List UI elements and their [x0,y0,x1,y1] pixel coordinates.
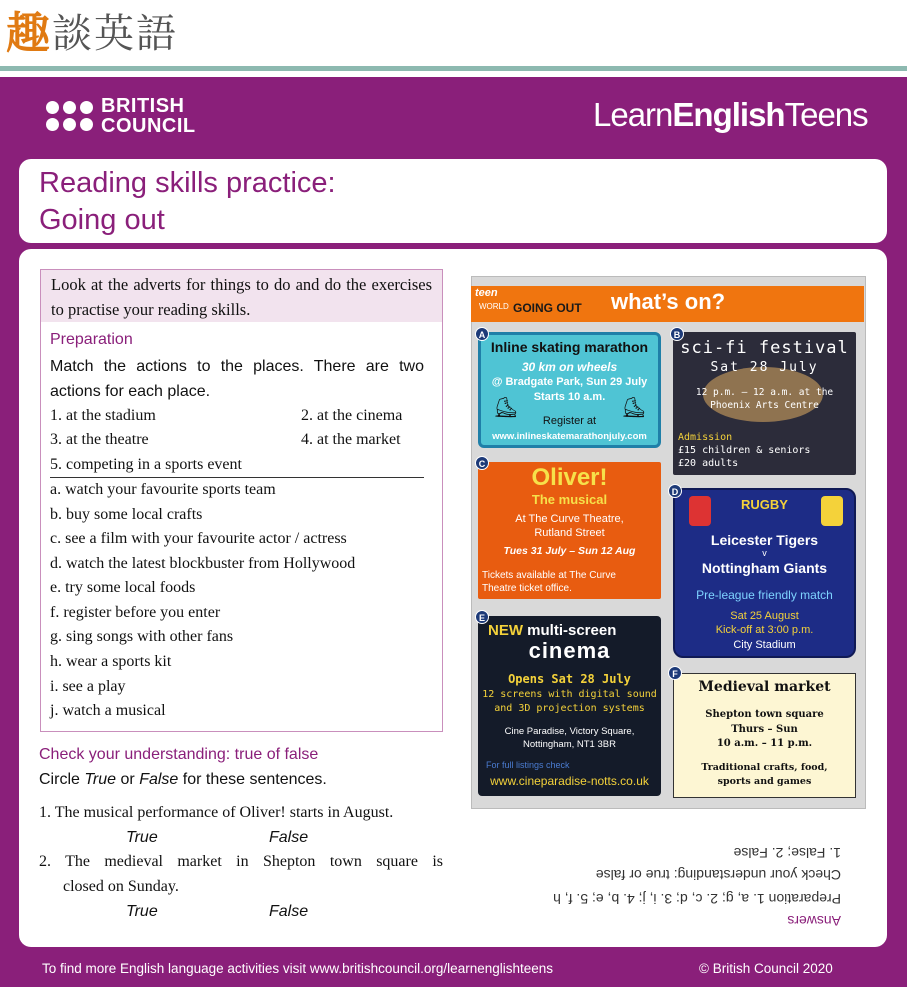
action-item: d. watch the latest blockbuster from Hollywood [50,555,356,572]
place-item: 1. at the stadium [50,407,156,424]
logo-text: COUNCIL [101,115,196,137]
place-item: 3. at the theatre [50,431,149,448]
answers-upside-down [475,820,841,932]
action-item: a. watch your favourite sports team [50,481,276,498]
copyright: © British Council 2020 [699,961,833,976]
ad-scifi-festival: sci-fi festival Sat 28 July 12 p.m. – 12 a.m. at the Phoenix Arts Centre Admission £15 children & seniors £20 adults [673,332,856,475]
question-2-cont: closed on Sunday. [63,878,179,895]
answers-line: Check your understanding: true or false [595,867,841,883]
preparation-instruction: Match the actions to the places. There are two actions for each place. [50,358,424,400]
answers-line: Preparation 1. a, g; 2. c, d; 3. i, j; 4. b, e; 5. f, h [553,891,841,907]
place-item: 5. competing in a sports event [50,456,242,473]
ad-oliver-musical: Oliver! The musical At The Curve Theatre, Rutland Street Tues 31 July – Sun 12 Aug Tickets available at The Curve Theatre ticket office. [478,462,661,599]
answers-heading: Answers [787,913,841,929]
logo-dots-icon [46,101,93,131]
question-1: 1. The musical performance of Oliver! starts in August. [39,804,394,821]
action-item: g. sing songs with other fans [50,628,234,645]
action-item: i. see a play [50,678,126,695]
check-heading: Check your understanding: true of false [39,746,319,763]
footer-link-text: To find more English language activities visit www.britishcouncil.org/learnenglishteens [42,961,554,976]
true-option[interactable]: True [126,903,158,920]
action-item: e. try some local foods [50,579,196,596]
check-instruction: Circle True or False for these sentences. [39,771,327,788]
true-option[interactable]: True [126,829,158,846]
logo-text: BRITISH [101,95,185,117]
ad-medieval-market: Medieval market Shepton town square Thurs – Sun 10 a.m. – 11 p.m. Traditional crafts, food, sports and games [673,673,856,798]
world-label: WORLD [479,302,509,311]
false-option[interactable]: False [269,829,309,846]
place-item: 4. at the market [301,431,401,448]
going-out-label: GOING OUT [513,301,582,315]
ad-badge-a: A [475,327,489,341]
brand-char: 趣 [6,8,50,59]
skate-icon: ⛸ [493,397,519,419]
divider [0,66,907,71]
question-2: 2. The medieval market in Shepton town square is [39,853,443,870]
answers-line: 1. False; 2. False [733,845,841,861]
place-item: 2. at the cinema [301,407,403,424]
skate-icon: ⛸ [621,397,647,419]
false-option[interactable]: False [269,903,309,920]
preparation-heading: Preparation [50,331,133,348]
whats-on-title: what’s on? [611,289,726,314]
site-brand [6,6,178,62]
ad-badge-d: D [668,484,682,498]
footer [0,947,907,987]
teen-label: teen [475,287,498,299]
ad-inline-skating: Inline skating marathon 30 km on wheels @ Bradgate Park, Sun 29 July Starts 10 a.m. Register at www.inlineskatemarathonjuly.com ⛸ ⛸ [478,332,661,448]
action-item: j. watch a musical [50,702,166,719]
ad-badge-f: F [668,666,682,680]
ad-badge-b: B [670,327,684,341]
intro-text: Look at the adverts for things to do and do the exercises to practise your reading skills. [40,269,443,322]
brand-name: 談英語 [52,11,178,57]
action-item: h. wear a sports kit [50,653,172,670]
action-item: b. buy some local crafts [50,506,203,523]
action-item: c. see a film with your favourite actor / actress [50,530,347,547]
british-council-logo [46,96,196,136]
ad-rugby: RUGBY Leicester Tigers v Nottingham Giants Pre-league friendly match Sat 25 August Kick-off at 3:00 p.m. City Stadium [673,488,856,658]
ad-badge-e: E [475,610,489,624]
ad-cinema: NEW multi-screen cinema Opens Sat 28 July 12 screens with digital sound and 3D projection systems Cine Paradise, Victory Square, Nottingham, NT1 3BR For full listings check www.cineparadise-notts.co.uk [478,616,661,796]
poster-header [471,286,864,322]
page-title: Reading skills practice: Going out [39,167,336,236]
title-box [19,159,887,243]
ad-badge-c: C [475,456,489,470]
action-item: f. register before you enter [50,604,221,621]
learnenglish-teens-logo: LearnEnglishTeens [593,96,868,133]
